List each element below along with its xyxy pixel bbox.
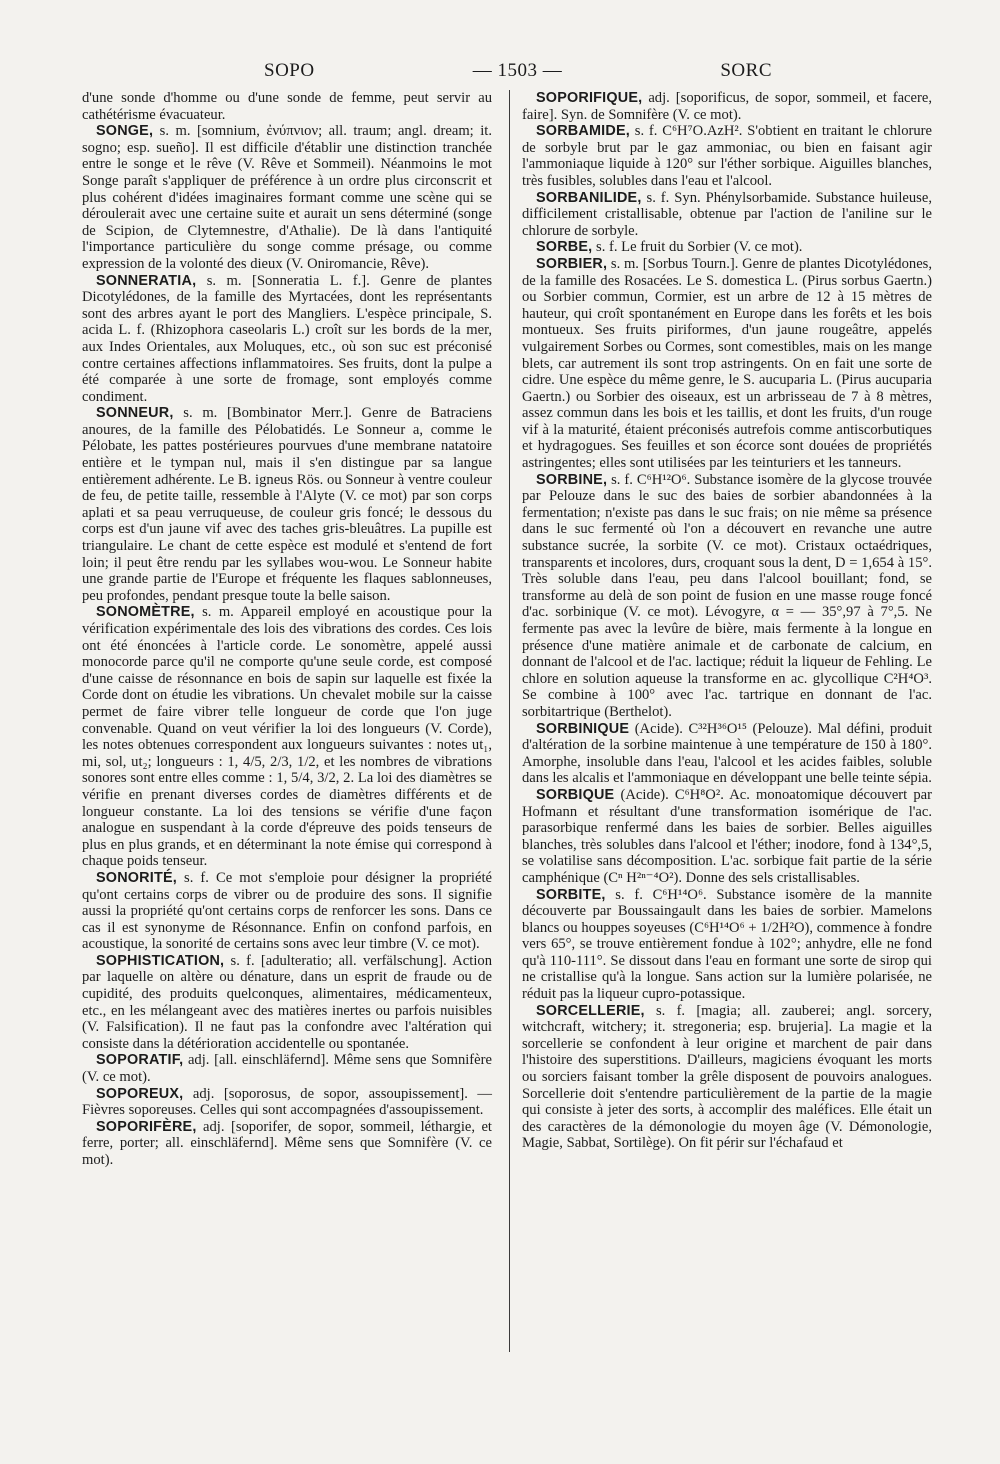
entry-headword: SONORITÉ,	[96, 869, 177, 886]
dictionary-entry	[82, 870, 492, 953]
dictionary-entry	[522, 787, 932, 887]
entry-text: (Acide). C³²H³⁶O¹⁵ (Pelouze). Mal défini, produit d'altération de la sorbine maintenue à une température de 150 à 180°. Amorphe, insoluble dans l'eau, l'alcool et les acides faibles, soluble dans les alcalis et l'ammoniaque en développant une belle teinte sépia.	[522, 720, 932, 787]
entry-text: adj. [all. einschläfernd]. Même sens que Somnifère (V. ce mot).	[82, 1052, 492, 1086]
entry-headword: SONOMÈTRE,	[96, 604, 195, 621]
dictionary-entry	[82, 1086, 492, 1119]
header-left-guideword: SOPO	[264, 60, 315, 81]
dictionary-entry	[82, 1119, 492, 1169]
running-header	[78, 58, 940, 84]
entry-headword: SORBIQUE	[536, 786, 615, 803]
dictionary-entry	[82, 90, 492, 123]
dictionary-entry	[522, 123, 932, 189]
entry-text: s. f. C⁶H¹⁴O⁶. Substance isomère de la mannite découverte par Boussaingault dans les baies de sorbier. Mamelons blancs ou houppes soyeuses (C⁶H¹⁴O⁶ + 1/2H²O), commence à fondre vers 65°, se trouve entièrement fondue à 102°; anhydre, elle ne fond qu'à 110-111°. Se dissout dans l'eau en formant une sorte de sirop qui ne cristallise qu'à la longue. Sans action sur la lumière polarisée, ne réduit pas la liqueur cupro-potassique.	[522, 886, 932, 1003]
dictionary-entry	[82, 123, 492, 272]
right-column	[522, 90, 932, 1152]
entry-text: s. m. Appareil employé en acoustique pour la vérification expérimentale des lois des vibrations des cordes. Ces lois ont été énoncées à l'article corde. Le sonomètre, appelé aussi monocorde parce qu'il ne comporte qu'une seule corde, est composé d'une caisse de résonnance en bois de sapin sur laquelle est fixée la Corde dont on étudie les vibrations. Un chevalet mobile sur la caisse permet de faire vibrer telle longueur de corde que l'on juge convenable. Quand on veut vérifier la loi des longueurs (V. Corde), les notes obtenues correspondent aux longueurs suivantes : notes ut₁, mi, sol, ut₂; longueurs : 1, 4/5, 2/3, 1/2, et les nombres de vibrations sonores sont entre elles comme : 1, 5/4, 3/2, 2. La loi des diamètres se vérifie en prenant diverses cordes de diamètres différents et de longueur constante. La loi des tensions se vérifie d'une façon analogue en suspendant à la corde d'épreuve des poids tenseurs de plus en plus grands, et en déterminant la note émise qui correspond à chaque poids tenseur.	[82, 604, 492, 870]
dictionary-entry	[82, 1052, 492, 1085]
entry-text: s. f. C⁶H¹²O⁶. Substance isomère de la glycose trouvée par Pelouze dans le suc des baies de sorbier abandonnées à la fermentation; n'existe pas dans le suc frais; on nie même sa présence dans le suc fermenté où l'on a découvert en revanche une autre substance sucrée, la sorbite (V. ce mot). Cristaux octaédriques, transparents et incolores, durs, croquant sous la dent, D = 1,654 à 15°. Très soluble dans l'eau, peu dans l'alcool bouillant; fond, se transforme au delà de son point de fusion en une masse rouge foncé d'ac. sorbinique (V. ce mot). Lévogyre, α = — 35°,97 à 7°,5. Ne fermente pas avec la levûre de bière, mais fermente à la longue en présence d'une matière animale et de carbonate de calcium, en donnant de l'alcool et de l'ac. lactique; réduit la liqueur de Fehling. Le chlore en solution aqueuse la transforme en ac. glycollique C²H⁴O³. Se combine à 100° avec l'ac. tartrique en donnant de l'ac. sorbitartrique (Berthelot).	[522, 471, 932, 720]
dictionary-entry	[522, 721, 932, 787]
dictionary-entry	[82, 604, 492, 870]
entry-text: s. f. Ce mot s'emploie pour désigner la propriété qu'ont certains corps de vibrer ou de produire des sons. Il signifie aussi la propriété qu'ont certains corps de renforcer les sons. Dans ce cas il est synonyme de Résonnance. Enfin on confond parfois, en acoustique, la sonorité de certains sons avec leur timbre (V. ce mot).	[82, 869, 492, 953]
dictionary-entry	[522, 256, 932, 472]
entry-headword: SORBAMIDE,	[536, 123, 630, 140]
entry-headword: SOPORIFÈRE,	[96, 1118, 197, 1135]
dictionary-entry	[522, 90, 932, 123]
entry-text: s. m. [somnium, ἐνύπνιον; all. traum; angl. dream; it. sogno; esp. sueño]. Il est difficile d'établir une distinction tranchée entre le songe et le rêve (V. Rêve et Sommeil). Néanmoins le mot Songe paraît s'appliquer de préférence à un ordre plus circonscrit et plus cohérent d'idées imaginaires formant comme une scène qui se déroulerait avec une certaine suite et aurait un sens déterminé (songe de Scipion, de Clytemnestre, d'Athalie). De là dans l'antiquité l'importance particulière du songe comme présage, ou comme expression de la volonté des dieux (V. Oniromancie, Rêve).	[82, 123, 492, 272]
dictionary-entry	[522, 1003, 932, 1152]
entry-text: s. f. C⁶H⁷O.AzH². S'obtient en traitant le chlorure de sorbyle brut par le gaz ammoniac, ou bien en faisant agir l'ammoniaque liquide à 120° sur l'éther sorbique. Aiguilles blanches, très fusibles, solubles dans l'eau et l'alcool.	[522, 123, 932, 189]
dictionary-entry	[82, 273, 492, 406]
page-number: — 1503 —	[472, 60, 563, 81]
entry-text: (Acide). C⁶H⁸O². Ac. monoatomique découvert par Hofmann et résultant d'une transformation isomérique de l'ac. parasorbique renfermé dans les baies de sorbier. Belles aiguilles blanches, très solubles dans l'alcool et l'éther; inodore, fond à 134°,5, se volatilise sans décomposition. L'ac. sorbique fait partie de la série camphénique (Cⁿ H²ⁿ⁻⁴O²). Donne des sels cristallisables.	[522, 786, 932, 886]
entry-text: s. f. [adulteratio; all. verfälschung]. Action par laquelle on altère ou dénature, dans un esprit de fraude ou de cupidité, des produits quelconques, alimentaires, médicamenteux, etc., en les mélangeant avec des matières inertes ou parfois nuisibles (V. Falsification). Il ne faut pas la confondre avec l'altération qui consiste dans la détérioration accidentelle ou spontanée.	[82, 952, 492, 1052]
column-divider	[509, 90, 510, 1352]
entry-headword: SONNEUR,	[96, 405, 174, 422]
dictionary-entry	[82, 953, 492, 1053]
entry-headword: SOPOREUX,	[96, 1085, 184, 1102]
entry-text: s. f. Syn. Phénylsorbamide. Substance huileuse, difficilement cristallisable, obtenue par l'action de l'aniline sur le chlorure de sorbyle.	[522, 189, 932, 239]
dictionary-entry	[82, 405, 492, 604]
entry-text: d'une sonde d'homme ou d'une sonde de femme, peut servir au cathétérisme évacuateur.	[82, 90, 492, 123]
entry-text: s. m. [Sonneratia L. f.]. Genre de plantes Dicotylédones, de la famille des Myrtacées, dont les représentants sont des arbres ayant le port des Mangliers. L'espèce principale, S. acida L. f. (Rhizophora caseolaris L.) croît sur les bords de la mer, aux Indes Orientales, aux Moluques, etc., où son suc est préconisé contre certaines affections inflammatoires. Ses fruits, dont la pulpe a été comparée à une sorte de fromage, sont employés comme condiment.	[82, 272, 492, 405]
entry-headword: SOPHISTICATION,	[96, 952, 225, 969]
entry-text: adj. [soporosus, de sopor, assoupissement]. — Fièvres soporeuses. Celles qui sont accompagnées d'assoupissement.	[82, 1085, 492, 1119]
entry-headword: SONNERATIA,	[96, 272, 197, 289]
dictionary-entry	[522, 190, 932, 240]
dictionary-entry	[522, 887, 932, 1003]
entry-text: adj. [soporifer, de sopor, sommeil, léthargie, et ferre, porter; all. einschläfernd]. Même sens que Somnifère (V. ce mot).	[82, 1118, 492, 1168]
entry-headword: SORBIER,	[536, 255, 608, 272]
entry-headword: SOPORIFIQUE,	[536, 90, 643, 106]
entry-text: adj. [soporificus, de sopor, sommeil, et facere, faire]. Syn. de Somnifère (V. ce mot).	[522, 90, 932, 123]
entry-text: s. m. [Bombinator Merr.]. Genre de Batraciens anoures, de la famille des Pélobatidés. Le Sonneur a, comme le Pélobate, les pattes postérieures pourvues d'une membrane natatoire entière et le tympan nul, mais il s'en distingue par sa langue entièrement adhérente. Le B. igneus Rös. ou Sonneur à ventre couleur de feu, de petite taille, ressemble à l'Alyte (V. ce mot) par son corps aplati et sa peau verruqueuse, de couleur gris foncé; le dessous du corps est d'un jaune vif avec des taches gris-bleuâtres. La pupille est triangulaire. Le chant de cette espèce est modulé et s'entend de fort loin; il peut être rendu par les syllabes wou-wou. Le Sonneur habite une grande partie de l'Europe et fréquente les flaques sablonneuses, peu profondes, pendant presque toute la belle saison.	[82, 405, 492, 604]
entry-headword: SORBANILIDE,	[536, 189, 642, 206]
entry-headword: SORBITE,	[536, 886, 606, 903]
entry-headword: SORBINE,	[536, 471, 608, 488]
entry-text: s. f. [magia; all. zauberei; angl. sorcery, witchcraft, witchery; it. stregoneria; esp. brujeria]. La magie et la sorcellerie se confondent à leur origine et marchent de pair dans l'histoire des superstitions. D'ailleurs, magiciens évoquant les morts ou sorciers faisant tomber la grêle disposent de pouvoirs analogues. Sorcellerie doit s'entendre particulièrement de la partie de la magie qui consiste à jeter des sorts, à accomplir des maléfices. Elle était un des caractères de la démonologie du moyen âge (V. Démonologie, Magie, Sabbat, Sortilège). On fit périr sur l'échafaud et	[522, 1002, 932, 1152]
header-right-guideword: SORC	[720, 60, 772, 81]
entry-headword: SONGE,	[96, 123, 154, 140]
left-column	[82, 90, 492, 1169]
entry-text: s. m. [Sorbus Tourn.]. Genre de plantes Dicotylédones, de la famille des Rosacées. Le S. domestica L. (Pirus sorbus Gaertn.) ou Sorbier commun, Cormier, est un arbre de 12 à 15 mètres de hauteur, qui croît spontanément en Europe dans les forêts et les bois montueux. Ses fruits piriformes, d'un jaune rougeâtre, appelés vulgairement Sorbes ou Cormes, sont comestibles, mais on les mange blets, car autrement ils sont trop astringents. On en fait une sorte de cidre. Une espèce du même genre, le S. aucuparia L. (Pirus aucuparia Gaertn.) ou Sorbier des oiseaux, est un arbrisseau de 7 à 8 mètres, assez commun dans les bois et les taillis, et dont les fruits, d'un rouge vif à la maturité, étaient préconisés autrefois comme antiscorbutiques et hydragogues. Ses feuilles et son écorce sont douées de propriétés astringentes; elles sont utilisées par les teinturiers et les tanneurs.	[522, 255, 932, 472]
dictionary-entry	[522, 472, 932, 721]
entry-headword: SORBINIQUE	[536, 720, 630, 737]
entry-headword: SORCELLERIE,	[536, 1002, 645, 1019]
dictionary-entry	[522, 239, 932, 256]
entry-headword: SORBE,	[536, 239, 593, 256]
entry-headword: SOPORATIF,	[96, 1052, 184, 1069]
entry-text: s. f. Le fruit du Sorbier (V. ce mot).	[592, 239, 803, 256]
